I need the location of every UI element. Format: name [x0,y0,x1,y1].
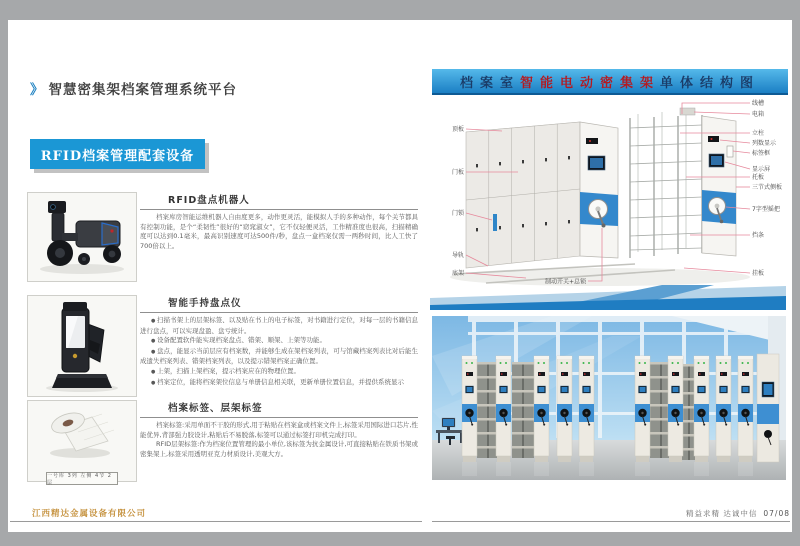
shelving-room-photo [432,316,786,480]
diagram-label: 导轨 [451,252,464,259]
diagram-label: 顶板 [451,126,464,133]
shelf-label-sample [46,472,118,485]
diagram-label: 标签框 [752,150,771,157]
handheld-scanner-image [27,295,137,397]
banner-segment: 单体结构图 [660,75,761,91]
page-title [30,78,237,98]
label-roll-illustration [28,401,136,481]
right-banner [432,69,788,95]
section-rfid-robot [140,192,418,251]
diagram-label: 门板 [451,169,464,176]
bullet-item: ● 盘点，能显示当前层应有档案数，并能够生成在架档案列表，可与馆藏档案列表比对后能生成遗失档案列表、错架档案列表，以及提示错架档案正确位置。 [140,347,418,367]
shelf-label-text: 一号库 3列 左侧 4节 2层 [47,472,112,486]
section-heading: RFID盘点机器人 [168,195,250,206]
section-heading: 档案标签、层架标签 [168,403,263,414]
diagram-label: 三节式侧板 [752,184,783,191]
paragraph: 档案标签:采用单面不干胶的形式,用于粘贴在档案盒或档案文件上,标签采用国际进口芯片,性能优异,背部强力胶设计,粘贴后不易脱落,标签可以通过标签打印机完成打印。 [140,421,418,439]
footer-rule-left [10,521,422,522]
section-bullets [140,316,418,388]
heading-divider [140,417,418,418]
diagram-label: 立柱 [752,130,765,137]
bullet-item: ● 档案定位，能将档案架位信息与单册信息相关联，更新单册位置信息，并提供系统显示 [140,378,418,389]
section-heading: 智能手持盘点仪 [168,298,242,309]
handheld-scanner-illustration [28,296,136,396]
brochure-spread [8,20,792,532]
heading-divider [140,209,418,210]
diagram-label: 托板 [752,174,765,181]
diagram-label: 底架 [451,270,464,277]
shelving-structure-diagram [430,98,786,310]
label-roll-image [27,400,137,482]
heading-divider [140,312,418,313]
footer-right [568,508,790,519]
left-banner-label: RFID档案管理配套设备 [40,148,195,164]
bullet-item: ● 设备配置软件能实现档案盘点、错架、顺架、上架等功能。 [140,336,418,347]
diagram-label: 制动开关+总锁 [544,278,586,286]
paragraph: RFID层架标签:作为档案位置管理的最小单位,该标签为抗金属设计,可直接粘贴在铁质书架或密集架上,标签采用透明亚克力材质设计,美观大方。 [140,440,418,458]
rfid-robot-image [27,192,137,282]
page-number: 07/08 [763,509,790,518]
left-banner [30,139,205,169]
section-paragraphs [140,213,418,251]
bullet-item: ● 上架，扫描上架档案，提示档案应在的物理位置。 [140,367,418,378]
page-title-text: 智慧密集架档案管理系统平台 [48,82,237,98]
double-angle-icon: 》 [30,82,45,98]
diagram-label: 门锁 [451,210,464,217]
banner-segment: 智能电动密集架 [519,75,660,91]
diagram-label: 线槽 [752,100,765,107]
paragraph: 档案库房智能运维机器人自由度更多，动作更灵活，能模拟人手的多种动作，每个关节都具有控制功能，是个“柔韧性”很好的“窈窕淑女”，它不仅轻便灵活，工作精准度也很高，扫描精确度可以达到0.1毫米，最高识别速度可达500件/秒，盘点一盒档案仅需一两秒时间，比人工快了700倍以上。 [140,213,418,250]
diagram-label: 挡条 [752,232,765,239]
company-name: 江西精达金属设备有限公司 [32,509,147,519]
shelving-room-illustration [432,316,786,480]
rfid-robot-illustration [28,193,136,281]
diagram-label: 挂板 [752,270,765,277]
shelving-diagram-illustration [430,98,786,310]
section-labels [140,400,418,459]
diagram-label: 7字型摇把 [752,206,780,213]
bullet-item: ● 扫描书架上的层架标签、以及贴在书上的电子标签，对书籍进行定位，对每一层的书籍信息进行盘点，可以实现盘盈、盘亏统计。 [140,316,418,336]
banner-segment: 档案室 [459,75,520,91]
diagram-label: 电箱 [752,111,765,118]
section-handheld [140,295,418,388]
section-paragraphs [140,421,418,459]
diagram-label: 显示屏 [752,166,771,173]
diagram-label: 列数显示 [752,140,777,147]
footer-motto: 精益求精 达诚中信 [685,509,758,518]
footer-rule-right [432,521,790,522]
